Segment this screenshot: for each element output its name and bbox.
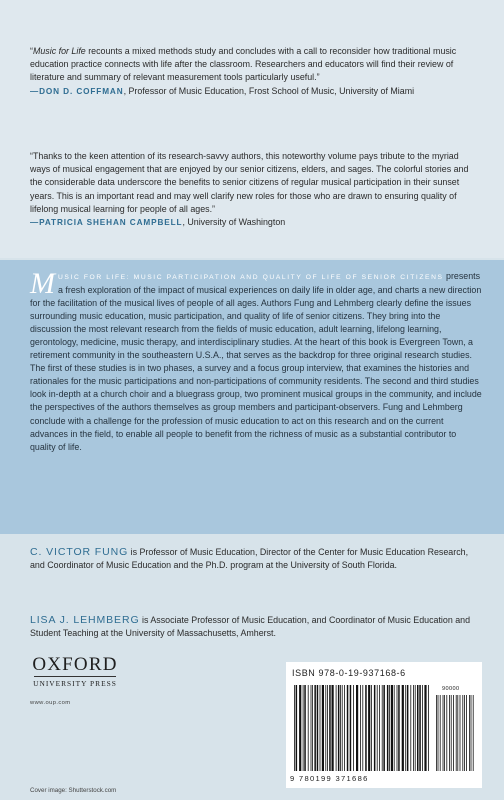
barcode-bar <box>440 695 441 771</box>
endorsement-campbell <box>30 150 478 229</box>
barcode-bar <box>336 685 337 771</box>
barcode-bar <box>391 685 393 771</box>
barcode-bar <box>368 685 370 771</box>
barcode-bar <box>308 685 309 771</box>
barcode-bar <box>456 695 457 771</box>
barcode-bar <box>338 685 340 771</box>
barcode-bar <box>464 695 465 771</box>
author-bio-text: is Associate Professor of Music Education, and Coordinator of Music Education and Student Teaching at the University of Massachusetts, Amherst. <box>30 615 471 639</box>
barcode-bar <box>398 685 400 771</box>
barcode-bar <box>371 685 372 771</box>
barcode-bar <box>304 685 306 771</box>
barcode-bar <box>469 695 470 771</box>
barcode-bar <box>466 695 467 771</box>
publisher-subtitle: UNIVERSITY PRESS <box>33 679 117 688</box>
description-text: presents a fresh exploration of the impact of musical experiences on daily life in older age, and charts a new direction for the facilitation of the musical lives of people of all ages. Authors Fung and Lehmberg clearly define the issues surrounding music education, music participation, and quality of life of senior citizens. They bring into the discussion the most relevant research from the fields of music education, adult learning, lifelong learning, gerontology, medicine, music therapy, and interdisciplinary studies. At the heart of this book is Evergreen Town, a retirement community in the southeastern U.S.A., that serves as the backdrop for three original research studies. The first of these studies is in two phases, a survey and a focus group interview, that examines the histories and rationales for the music participations and non-participations of community residents. The second and third studies look in-depth at a church choir and a bluegrass group, two prominent musical groups in the community, and include the perspectives of the authors themselves as group members and participant-observers. Fung and Lehmberg conclude with a challenge for the profession of music education to act on this research and on the current advances in the field, to enable all people to benefit from the richness of music as a substantial contributor to quality of life. <box>30 271 482 452</box>
barcode-bar <box>296 685 298 771</box>
author-name: C. VICTOR FUNG <box>30 546 129 558</box>
endorsement-coffman <box>30 45 478 98</box>
barcode-bar <box>327 685 328 771</box>
barcode-bar <box>453 695 454 771</box>
barcode-bar <box>299 685 301 771</box>
barcode-bar <box>417 685 419 771</box>
publisher-name: OXFORD <box>32 654 118 675</box>
barcode-bar <box>356 685 358 771</box>
barcode-bar <box>462 695 463 771</box>
barcode-bar <box>457 695 458 771</box>
endorsement-attribution <box>30 85 478 98</box>
barcode-bar <box>413 685 414 771</box>
isbn-text: ISBN 978-0-19-937168-6 <box>292 668 406 678</box>
barcode-bar <box>405 685 406 771</box>
publisher-logo <box>30 655 120 688</box>
barcode-bar <box>383 685 385 771</box>
endorser-role: , Professor of Music Education, Frost School of Music, University of Miami <box>123 85 415 96</box>
barcode-number: 9 780199 371686 <box>290 774 369 783</box>
barcode-bar <box>342 685 343 771</box>
barcode-bar <box>443 695 444 771</box>
open-quote: “ <box>30 46 33 56</box>
barcode-bar <box>402 685 404 771</box>
barcode-bar <box>387 685 389 771</box>
endorsement-text: “Thanks to the keen attention of its research-savvy authors, this noteworthy volume pays tribute to the myriad ways of musical engagement that are enjoyed by our senior citizens, elders, and sages. The colorful stories and the considerable data underscore the benefits to senior citizens of regular musical participation in their sunset years. This is an important read and may well clarify new roles for those who are drawn to ensuring quality of lifelong musical learning for people of all ages.” <box>30 151 469 214</box>
author-bio-fung <box>30 546 480 572</box>
barcode-bar <box>329 685 331 771</box>
barcode-bar <box>471 695 472 771</box>
barcode-bar <box>451 695 452 771</box>
barcode-bar <box>410 685 411 771</box>
barcode-bar <box>362 685 363 771</box>
barcode-bar <box>415 685 416 771</box>
logo-rule <box>34 676 116 677</box>
barcode-bar <box>353 685 354 771</box>
barcode-bar <box>438 695 439 771</box>
author-name: LISA J. LEHMBERG <box>30 614 140 626</box>
author-bio-lehmberg <box>30 614 480 640</box>
endorser-name: —PATRICIA SHEHAN CAMPBELL <box>30 218 183 228</box>
barcode-bar <box>344 685 345 771</box>
barcode-bar <box>389 685 390 771</box>
endorsement-text: recounts a mixed methods study and concludes with a call to reconsider how traditional music education practice connects with life after the classroom. Researchers and educators will find their review of literature and summary of relevant measurement tools particularly useful.” <box>30 46 457 83</box>
barcode-bar <box>436 695 437 771</box>
publisher-url: www.oup.com <box>30 700 71 706</box>
barcode-bar <box>303 685 304 771</box>
barcode-bar <box>317 685 319 771</box>
barcode-bar <box>422 685 423 771</box>
barcode-bar <box>407 685 409 771</box>
barcode-bar <box>382 685 383 771</box>
book-title-smallcaps: USIC FOR LIFE: MUSIC PARTICIPATION AND QUALITY OF LIFE OF SENIOR CITIZENS <box>58 274 444 281</box>
author-bio-text: is Professor of Music Education, Director of the Center for Music Education Research, and Coordinator of Music Education and the Ph.D. program at the University of South Florida. <box>30 547 469 571</box>
barcode-bar <box>428 685 429 771</box>
endorser-role: , University of Washington <box>182 217 286 228</box>
barcode-bar <box>320 685 321 771</box>
barcode-bar <box>340 685 341 771</box>
barcode-bar <box>360 685 361 771</box>
barcode-bar <box>322 685 324 771</box>
endorser-name: —DON D. COFFMAN <box>30 86 124 96</box>
barcode-bar <box>374 685 376 771</box>
barcode-bar <box>365 685 367 771</box>
barcode-addon-bars <box>436 695 474 771</box>
book-title-italic: Music for Life <box>32 46 86 56</box>
barcode-bar <box>312 685 313 771</box>
drop-cap: M <box>30 267 55 300</box>
barcode-bar <box>446 695 447 771</box>
barcode-bar <box>350 685 352 771</box>
barcode-bar <box>314 685 316 771</box>
barcode-bar <box>449 695 450 771</box>
barcode-bar <box>294 685 295 771</box>
barcode-bar <box>424 685 426 771</box>
barcode-bar <box>473 695 474 771</box>
endorsement-attribution <box>30 216 478 229</box>
barcode-bar <box>347 685 349 771</box>
cover-image-credit: Cover image: Shutterstock.com <box>30 787 117 794</box>
barcode-bar <box>460 695 461 771</box>
barcode-bar <box>419 685 421 771</box>
barcode-bar <box>394 685 395 771</box>
barcode-panel <box>286 662 482 788</box>
barcode-addon-number: 90000 <box>442 686 460 692</box>
barcode-bar <box>311 685 312 771</box>
barcode-bar <box>444 695 445 771</box>
barcode-bar <box>325 685 326 771</box>
barcode-bar <box>332 685 334 771</box>
barcode-bar <box>397 685 398 771</box>
barcode-bar <box>379 685 380 771</box>
barcode-bars <box>294 685 430 771</box>
book-description <box>30 267 482 454</box>
barcode-bar <box>377 685 378 771</box>
